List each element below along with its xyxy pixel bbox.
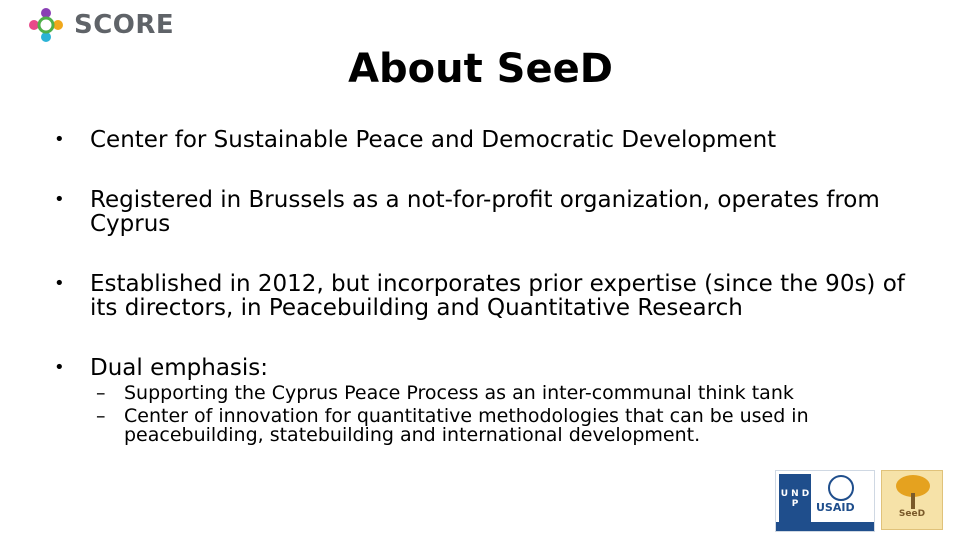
undp-letters: U N D P <box>780 489 810 509</box>
seed-logo <box>881 470 943 530</box>
bullet-mark: • <box>54 129 65 150</box>
score-logo <box>24 6 174 44</box>
bullet-item <box>50 356 920 380</box>
sub-bullet-text: Center of innovation for quantitative methodologies that can be used in peacebuilding, statebuilding and international development. <box>124 405 809 446</box>
seed-logo-text: SeeD <box>898 509 926 519</box>
sub-bullet-item <box>96 407 920 445</box>
dash-mark: – <box>96 405 106 427</box>
partner-logos <box>775 470 943 532</box>
bullet-item <box>50 128 920 152</box>
bullet-text: Registered in Brussels as a not-for-profit organization, operates from Cyprus <box>90 187 880 237</box>
score-logo-text: SCORE <box>74 10 175 40</box>
sub-bullet-text: Supporting the Cyprus Peace Process as an inter-communal think tank <box>124 382 794 404</box>
dash-mark: – <box>96 382 106 404</box>
sub-bullet-item <box>96 384 920 403</box>
bullet-text: Center for Sustainable Peace and Democratic Development <box>90 127 777 153</box>
undp-usaid-logo <box>775 470 875 532</box>
bullet-item <box>50 188 920 236</box>
bullet-text: Dual emphasis: <box>90 355 269 381</box>
bullet-mark: • <box>54 273 65 294</box>
sub-bullet-list <box>96 384 920 445</box>
score-logo-icon <box>24 7 68 43</box>
slide-title: About SeeD <box>348 46 613 92</box>
usaid-text: USAID <box>816 501 855 514</box>
tree-trunk-icon <box>911 493 915 509</box>
undp-strip <box>776 522 874 531</box>
bullet-mark: • <box>54 189 65 210</box>
bullet-mark: • <box>54 357 65 378</box>
usaid-seal-icon <box>828 475 854 501</box>
bullet-text: Established in 2012, but incorporates prior expertise (since the 90s) of its directors, in Peacebuilding and Quantitative Research <box>90 271 905 321</box>
bullet-item <box>50 272 920 320</box>
bullet-list <box>50 128 920 445</box>
